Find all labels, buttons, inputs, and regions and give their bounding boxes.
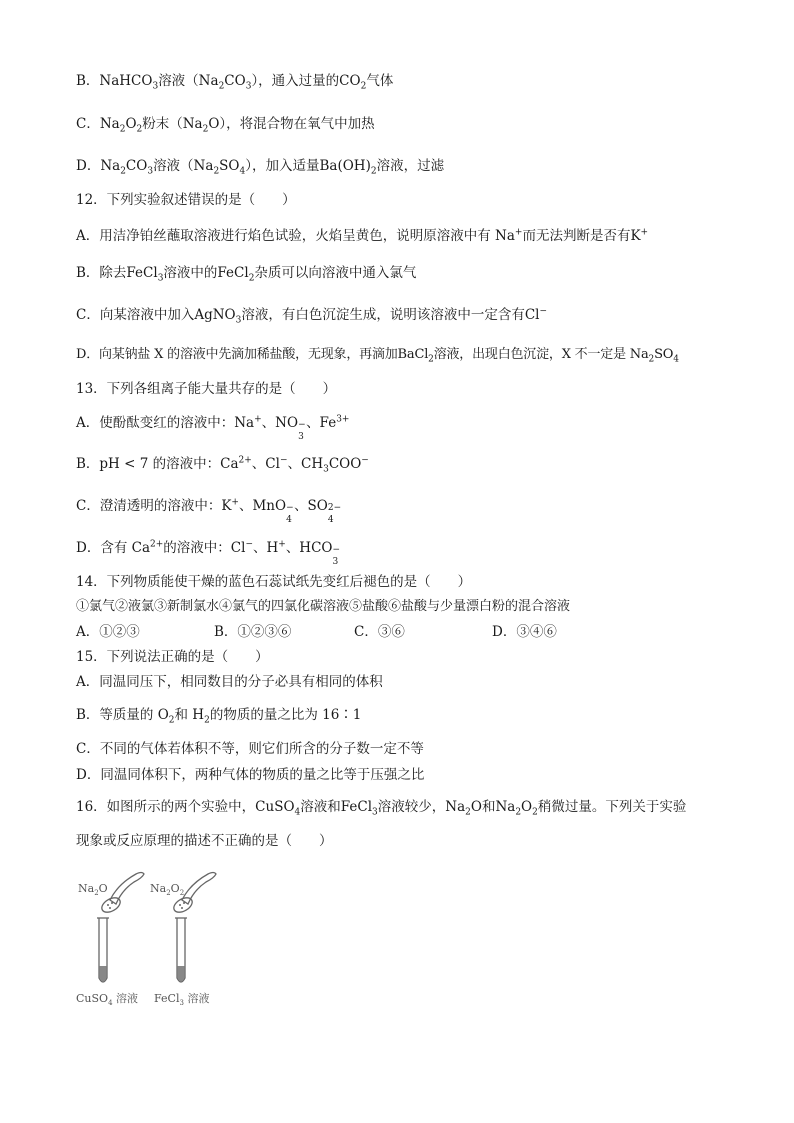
- q14-option-c: C．③⑥: [354, 624, 405, 640]
- q12-option-c: C．向某溶液中加入AgNO$_3$溶液，有白色沉淀生成，说明该溶液中一定含有Cl−: [76, 306, 548, 326]
- label-fecl3-solution: FeCl$_3$ 溶液: [154, 992, 210, 1007]
- experiment-figure: [70, 862, 240, 1012]
- q13-option-a: A．使酚酞变红的溶液中：Na+、NO − 3 、$Fe^{3+}$: [76, 414, 350, 442]
- q11-option-c: C．$Na_2O_2$粉末$(Na_2O)$，将混合物在氧气中加热: [76, 116, 375, 135]
- q14-items: ①氯气②液氯③新制氯水④氯气的四氯化碳溶液⑤盐酸⑥盐酸与少量漂白粉的混合溶液: [76, 599, 571, 614]
- q15-option-a: A．同温同压下，相同数目的分子必具有相同的体积: [76, 674, 383, 690]
- q13-option-c: C．澄清透明的溶液中：K+、MnO − 4 、SO 2− 4: [76, 497, 342, 525]
- q15-option-b: B．等质量的 $O_2$和 $H_2$的物质的量之比为 16∶1: [76, 707, 362, 726]
- q16-stem-line2: 现象或反应原理的描述不正确的是（ ）: [76, 833, 333, 849]
- q15-stem: 15．下列说法正确的是（ ）: [76, 649, 269, 665]
- q13-option-d: D．含有 $Ca^{2+}$的溶液中：Cl−、H+、HCO − 3: [76, 539, 341, 567]
- q13-stem: 13．下列各组离子能大量共存的是（ ）: [76, 381, 337, 397]
- q11-option-b: B．NaHCO$_3$溶液$(Na_2CO_3)$，通入过量的$CO_2$气体: [76, 73, 394, 92]
- q15-option-c: C．不同的气体若体积不等，则它们所含的分子数一定不等: [76, 741, 424, 757]
- q12-option-d: D．向某钠盐 X 的溶液中先滴加稀盐酸，无现象，再滴加BaCl$_2$溶液，出现白色沉淀，X 不一定是 $Na_2SO_4$: [76, 347, 679, 365]
- q14-option-a: A．①②③: [76, 624, 140, 640]
- q15-option-d: D．同温同体积下，两种气体的物质的量之比等于压强之比: [76, 767, 425, 783]
- q14-option-d: D．③④⑥: [492, 624, 557, 640]
- test-tube-left-icon: [97, 918, 109, 982]
- q12-option-a: A．用洁净铂丝蘸取溶液进行焰色试验，火焰呈黄色，说明原溶液中有 Na+而无法判断是否有K+: [76, 227, 649, 244]
- q13-option-b: B．pH < 7 的溶液中：$Ca^{2+}$、Cl−、$CH_3COO^-$: [76, 455, 369, 475]
- q16-stem-line1: 16．如图所示的两个实验中，CuSO$_4$溶液和FeCl$_3$溶液较少，$Na_2O$和$Na_2O_2$稍微过量。下列关于实验: [76, 799, 687, 818]
- q14-stem: 14．下列物质能使干燥的蓝色石蕊试纸先变红后褪色的是（ ）: [76, 574, 472, 590]
- label-na2o2: $Na_2O_2$: [150, 882, 185, 897]
- q12-option-b: B．除去FeCl$_3$溶液中的FeCl$_2$杂质可以向溶液中通入氯气: [76, 265, 417, 284]
- q12-stem: 12．下列实验叙述错误的是（ ）: [76, 192, 296, 208]
- q14-options: [76, 623, 557, 641]
- q14-option-b: B．①②③⑥: [214, 624, 292, 640]
- label-na2o: $Na_2O$: [78, 882, 108, 897]
- label-cuso4-solution: CuSO$_4$ 溶液: [76, 992, 139, 1007]
- test-tube-right-icon: [175, 918, 187, 982]
- q11-option-d: D．$Na_2CO_3$溶液$(Na_2SO_4)$，加入适量$Ba(OH)_2$溶液，过滤: [76, 158, 445, 177]
